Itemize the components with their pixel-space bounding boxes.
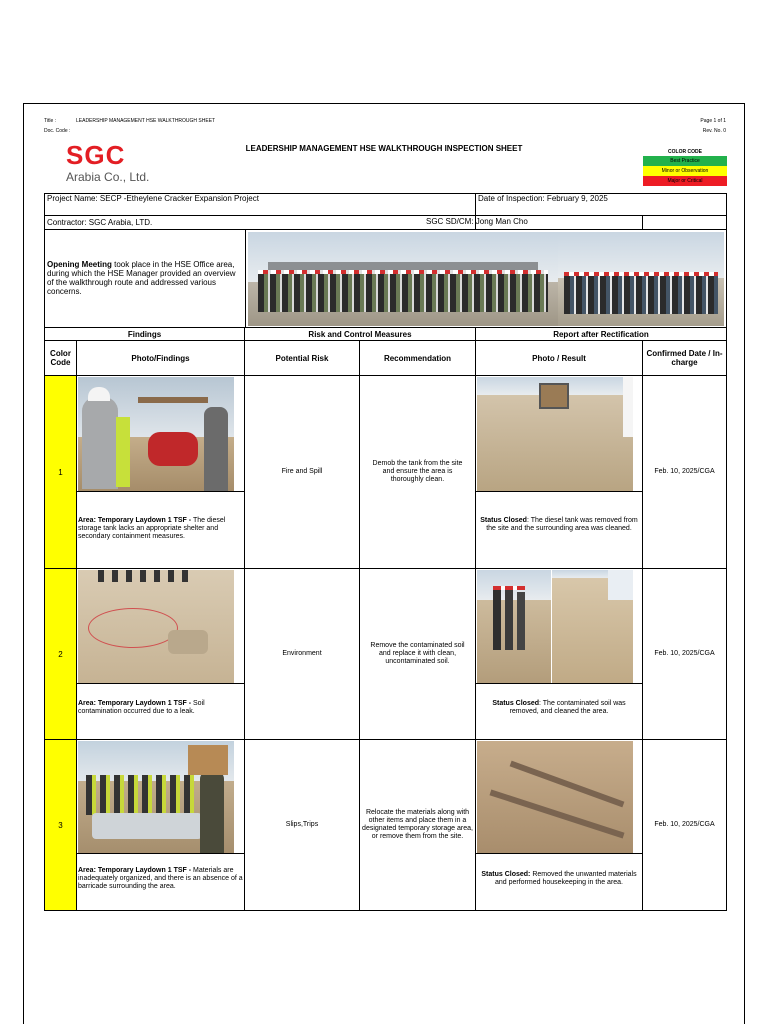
- row-3-finding-text: Area: Temporary Laydown 1 TSF - Materials are inadequately organized, and there is an absence of a barricade surrounding the area.: [78, 867, 243, 890]
- project-name: Project Name: SECP -Etheylene Cracker Expansion Project: [44, 193, 476, 216]
- revision-number: Rev. No. 0: [702, 128, 726, 134]
- row-1-result: [475, 375, 643, 569]
- opening-meeting: [44, 229, 246, 328]
- opening-meeting-bold: Opening Meeting: [47, 260, 112, 269]
- row-2-result: [475, 568, 643, 740]
- row-3-finding: [76, 739, 245, 911]
- section-risk: Risk and Control Measures: [244, 327, 476, 341]
- row-1-recommendation: Demob the tank from the site and ensure the area is thoroughly clean.: [359, 375, 476, 569]
- title-label: Title :: [44, 118, 57, 124]
- inspection-date: Date of Inspection: February 9, 2025: [475, 193, 727, 216]
- legend-major: Major or Critical: [643, 176, 727, 186]
- opening-photo-2: [558, 232, 724, 326]
- row-3-risk: Slips,Trips: [244, 739, 360, 911]
- row-2-finding-text: Area: Temporary Laydown 1 TSF - Soil contamination occurred due to a leak.: [78, 700, 205, 715]
- contractor: Contractor: SGC Arabia, LTD.: [44, 215, 476, 230]
- legend-best-practice: Best Practice: [643, 156, 727, 166]
- row-2-finding: [76, 568, 245, 740]
- opening-photo-cell: [245, 229, 727, 328]
- row-2-color-code: 2: [44, 568, 77, 740]
- sgc-sdcm: SGC SD/CM: Jong Man Cho: [426, 217, 528, 226]
- sheet-title: LEADERSHIP MANAGEMENT HSE WALKTHROUGH INSPECTION SHEET: [245, 144, 523, 153]
- inspection-sheet: [23, 103, 745, 1024]
- row-3-confirmed: Feb. 10, 2025/CGA: [642, 739, 727, 911]
- section-findings: Findings: [44, 327, 245, 341]
- row-3-result: [475, 739, 643, 911]
- company-logo: [44, 140, 164, 186]
- row-1-finding: [76, 375, 245, 569]
- opening-meeting-text: took place in the HSE Office area, during which the HSE Manager provided an overview of the walkthrough route and addressed various concerns.: [47, 260, 236, 296]
- row-3-color-code: 3: [44, 739, 77, 911]
- logo-subtitle: Arabia Co., Ltd.: [66, 170, 150, 184]
- col-photo-findings: Photo/Findings: [76, 340, 245, 376]
- page-number: Page 1 of 1: [700, 118, 726, 124]
- row-1-finding-divider: [76, 491, 245, 492]
- row-3-recommendation: Relocate the materials along with other items and place them in a designated temporary storage area, or remove them from the site.: [359, 739, 476, 911]
- row-2-confirmed: Feb. 10, 2025/CGA: [642, 568, 727, 740]
- col-recommendation: Recommendation: [359, 340, 476, 376]
- row-1-finding-text: Area: Temporary Laydown 1 TSF - The diesel storage tank lacks an appropriate shelter and secondary containment measures.: [78, 517, 226, 540]
- doc-code-label: Doc. Code :: [44, 128, 71, 134]
- row-2-recommendation: Remove the contaminated soil and replace it with clean, uncontaminated soil.: [359, 568, 476, 740]
- row-2-finding-photo: [78, 570, 234, 683]
- row-2-result-divider: [475, 683, 643, 684]
- color-code-legend: [643, 149, 727, 186]
- row-3-finding-photo: [78, 741, 234, 854]
- row-1-status-text: Status Closed: The diesel tank was removed from the site and the surrounding area was cleaned.: [480, 517, 638, 532]
- row-1-color-code: 1: [44, 375, 77, 569]
- row-3-status-text: Status Closed: Removed the unwanted materials and performed housekeeping in the area.: [481, 871, 637, 886]
- col-color-code: Color Code: [44, 340, 77, 376]
- legend-minor: Minor or Observation: [643, 166, 727, 176]
- row-3-result-photo: [477, 741, 633, 854]
- opening-photo-1: [248, 232, 558, 326]
- section-report: Report after Rectification: [475, 327, 727, 341]
- col-potential-risk: Potential Risk: [244, 340, 360, 376]
- row-2-result-photo-b: [552, 570, 633, 683]
- row-3-finding-divider: [76, 853, 245, 854]
- row-1-confirmed: Feb. 10, 2025/CGA: [642, 375, 727, 569]
- row-2-result-photo-a: [477, 570, 551, 683]
- row-2-risk: Environment: [244, 568, 360, 740]
- logo-text: SGC: [66, 140, 126, 170]
- sdcm-extra-cell: [642, 215, 727, 230]
- row-1-risk: Fire and Spill: [244, 375, 360, 569]
- color-code-title: COLOR CODE: [668, 149, 702, 155]
- row-1-result-photo: [477, 377, 633, 492]
- row-1-finding-photo: [78, 377, 234, 492]
- row-3-result-divider: [475, 853, 643, 854]
- col-photo-result: Photo / Result: [475, 340, 643, 376]
- col-confirmed: Confirmed Date / In-charge: [642, 340, 727, 376]
- row-1-result-divider: [475, 491, 643, 492]
- row-2-finding-divider: [76, 683, 245, 684]
- row-2-status-text: Status Closed: The contaminated soil was removed, and cleaned the area.: [492, 700, 626, 715]
- title-value: LEADERSHIP MANAGEMENT HSE WALKTHROUGH SHEET: [76, 118, 216, 124]
